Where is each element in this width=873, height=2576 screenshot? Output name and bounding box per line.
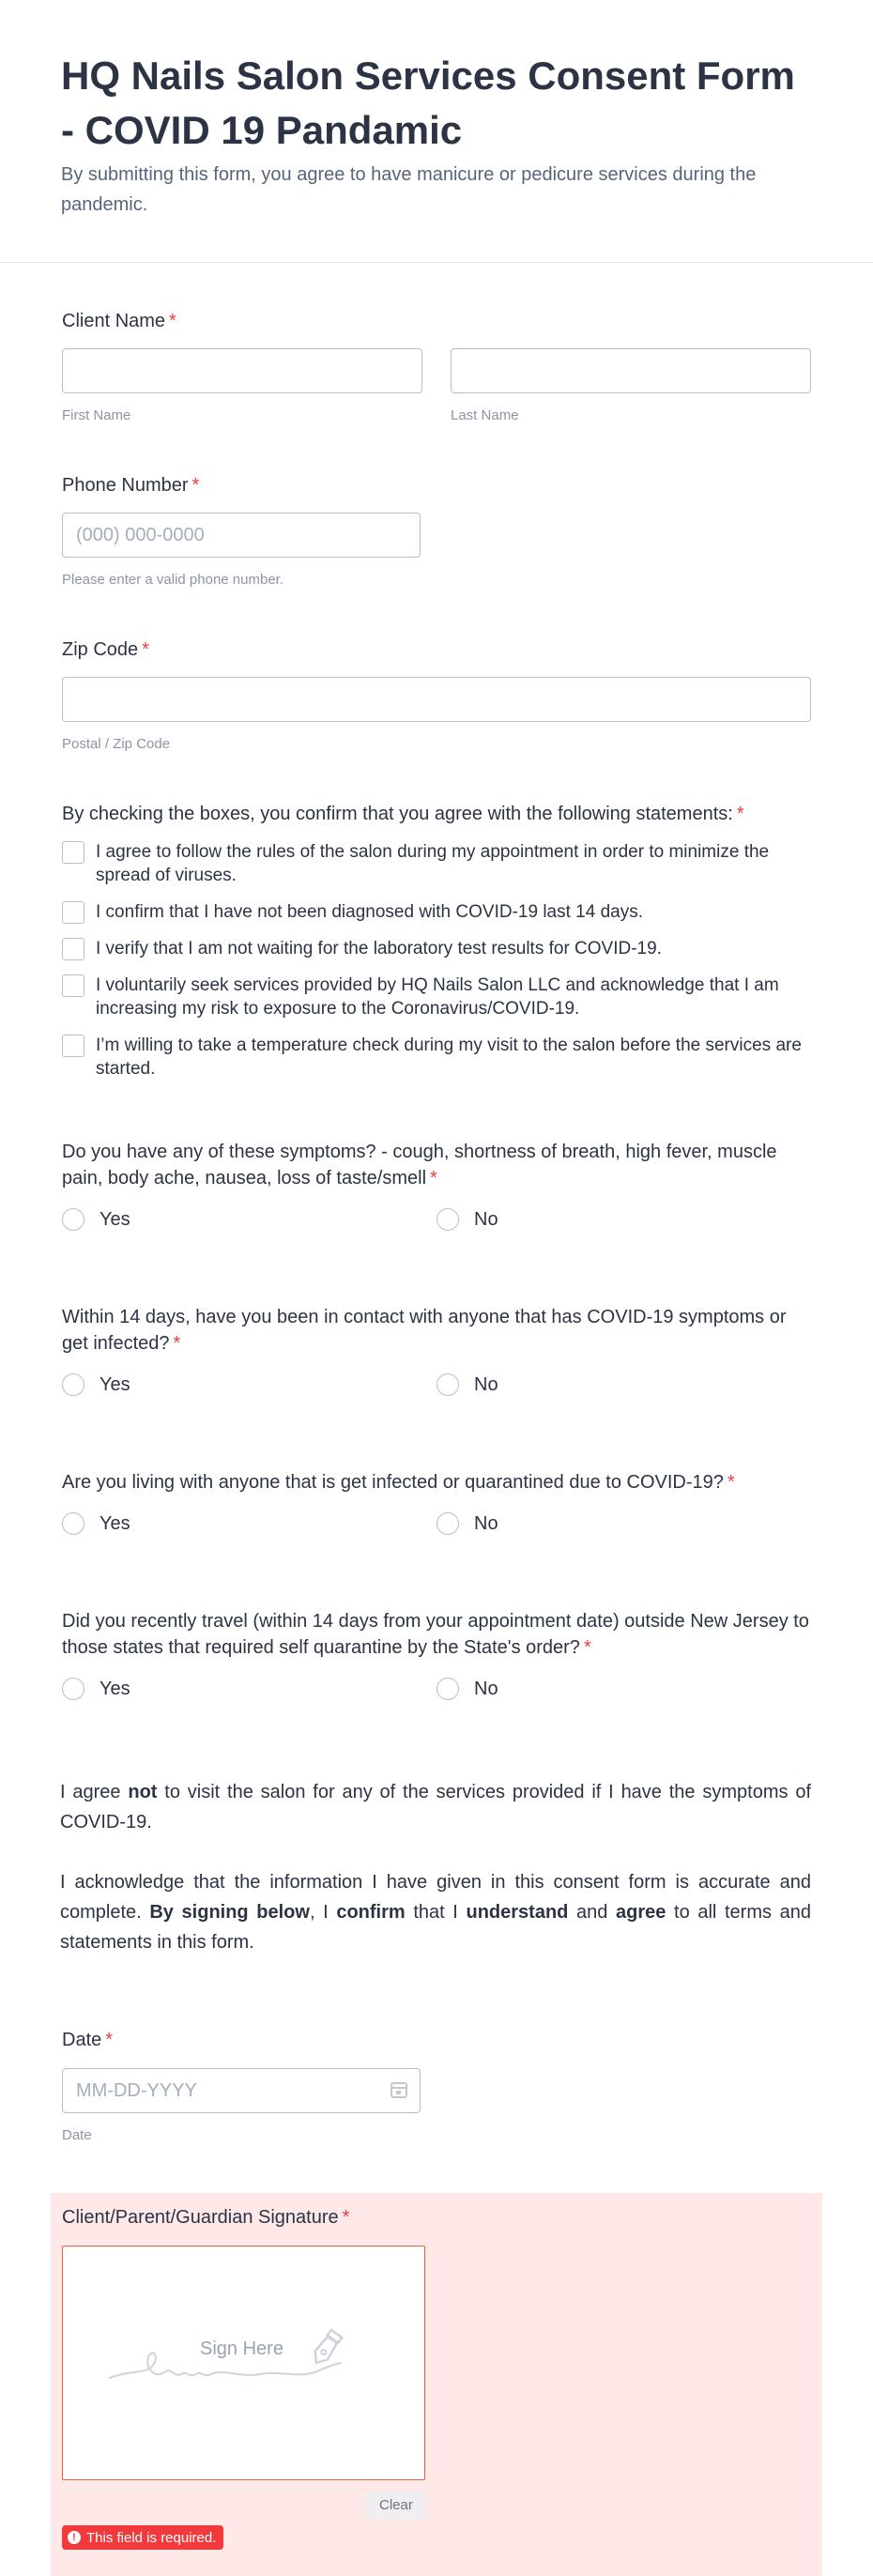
required-mark: * (727, 1472, 735, 1493)
radio-button[interactable] (436, 1678, 459, 1700)
living-question (62, 1469, 811, 1535)
phone-sublabel: Please enter a valid phone number. (62, 572, 283, 588)
radio-label: No (474, 1678, 498, 1699)
statement-checkbox-row[interactable] (62, 840, 811, 887)
text-span: I acknowledge that the information I have given in this consent form is accurate and complete. (60, 1872, 811, 1923)
text-span: to all terms and statements in this form. (60, 1902, 812, 1953)
statements-label: By checking the boxes, you confirm that you agree with the following statements: (62, 804, 733, 824)
phone-label-row (62, 472, 811, 498)
calendar-icon[interactable] (391, 2082, 407, 2098)
sign-here-text: Sign Here (200, 2338, 283, 2359)
radio-label: No (474, 1373, 498, 1395)
clear-signature-button[interactable]: Clear (366, 2492, 426, 2520)
required-mark: * (342, 2207, 350, 2228)
statement-checkbox[interactable] (62, 1035, 84, 1057)
radio-label: Yes (100, 1678, 130, 1699)
required-mark: * (583, 1637, 591, 1658)
error-icon: ! (68, 2531, 81, 2544)
question-label-row (62, 1469, 811, 1495)
last-name-input[interactable] (451, 348, 811, 393)
radio-button[interactable] (62, 1373, 84, 1396)
required-mark: * (191, 475, 200, 496)
zip-label-row (62, 636, 811, 663)
required-mark: * (173, 1333, 181, 1354)
agreement-paragraph-2 (60, 1867, 811, 1957)
statement-checkbox[interactable] (62, 901, 84, 924)
statement-text: I confirm that I have not been diagnosed with COVID-19 last 14 days. (96, 902, 643, 922)
client-name-inputs (62, 348, 811, 425)
text-span: I agree (60, 1782, 129, 1802)
statement-checkbox-row[interactable] (62, 1034, 811, 1081)
first-name-sublabel: First Name (62, 407, 131, 423)
zip-field (62, 636, 811, 754)
statement-text: I verify that I am not waiting for the laboratory test results for COVID-19. (96, 939, 662, 958)
radio-yes[interactable] (62, 1373, 436, 1396)
required-mark: * (430, 1168, 437, 1188)
bold-text: not (128, 1782, 158, 1802)
question-label: Do you have any of these symptoms? - cough, shortness of breath, high fever, muscle pain, body ache, nausea, loss of taste/smell (62, 1142, 777, 1188)
text-span: , I (309, 1902, 337, 1923)
symptoms-question (62, 1139, 811, 1231)
first-name-group (62, 348, 422, 425)
bold-text: understand (466, 1902, 569, 1923)
date-label: Date (62, 2030, 102, 2050)
bold-text: By signing below (149, 1902, 310, 1923)
date-field (62, 2027, 811, 2145)
radio-button[interactable] (436, 1373, 459, 1396)
statement-text: I voluntarily seek services provided by HQ Nails Salon LLC and acknowledge that I am increasing my risk to exposure to the Coronavirus/COVID-19. (96, 975, 779, 1019)
error-message (62, 2525, 223, 2550)
form-subtitle: By submitting this form, you agree to have manicure or pedicure services during the pandemic. (61, 164, 757, 215)
required-mark: * (105, 2030, 114, 2050)
phone-field (62, 472, 811, 590)
phone-label: Phone Number (62, 475, 189, 496)
last-name-sublabel: Last Name (451, 407, 519, 423)
pen-icon (310, 2329, 343, 2367)
question-label-row (62, 1139, 811, 1191)
question-label: Are you living with anyone that is get infected or quarantined due to COVID-19? (62, 1472, 724, 1493)
statement-text: I agree to follow the rules of the salon during my appointment in order to minimize the spread of viruses. (96, 842, 770, 885)
radio-label: Yes (100, 1208, 130, 1230)
radio-yes[interactable] (62, 1512, 436, 1535)
text-span: that I (405, 1902, 467, 1923)
statement-checkbox-row[interactable] (62, 900, 811, 924)
contact-question (62, 1304, 811, 1396)
radio-button[interactable] (62, 1678, 84, 1700)
signature-placeholder-graphic (63, 2246, 424, 2478)
statements-label-row (62, 801, 811, 827)
radio-label: No (474, 1512, 498, 1534)
form-title: HQ Nails Salon Services Consent Form - COVID 19 Pandamic (61, 54, 795, 152)
question-label: Did you recently travel (within 14 days from your appointment date) outside New Jersey to those states that required self quarantine by the State's order? (62, 1611, 809, 1658)
form-header (0, 0, 873, 263)
phone-input[interactable] (62, 513, 421, 558)
date-sublabel: Date (62, 2127, 92, 2143)
radio-group (62, 1208, 811, 1231)
statement-text: I’m willing to take a temperature check during my visit to the salon before the services are started. (96, 1035, 802, 1079)
zip-input[interactable] (62, 677, 811, 722)
date-input-wrap (62, 2068, 421, 2113)
radio-no[interactable] (436, 1678, 811, 1700)
travel-question (62, 1608, 811, 1700)
radio-label: Yes (100, 1512, 130, 1534)
agreement-paragraph-1 (60, 1777, 811, 1837)
form-body (0, 308, 873, 2145)
bold-text: agree (616, 1902, 666, 1923)
statement-checkbox[interactable] (62, 974, 84, 997)
radio-group (62, 1512, 811, 1535)
agreement-text (60, 1777, 811, 1957)
required-mark: * (169, 311, 176, 331)
date-label-row (62, 2027, 811, 2053)
radio-yes[interactable] (62, 1678, 436, 1700)
radio-button[interactable] (62, 1208, 84, 1231)
statement-checkbox-row[interactable] (62, 937, 811, 960)
statement-checkbox-row[interactable] (62, 974, 811, 1020)
radio-no[interactable] (436, 1512, 811, 1535)
radio-no[interactable] (436, 1208, 811, 1231)
text-span: and (568, 1902, 617, 1923)
question-label-row (62, 1608, 811, 1661)
question-label-row (62, 1304, 811, 1357)
signature-field (51, 2193, 822, 2576)
statement-checkbox[interactable] (62, 938, 84, 960)
radio-button[interactable] (436, 1512, 459, 1535)
radio-label: No (474, 1208, 498, 1230)
statements-field (62, 801, 811, 1081)
radio-yes[interactable] (62, 1208, 436, 1231)
required-mark: * (142, 639, 149, 660)
radio-button[interactable] (436, 1208, 459, 1231)
signature-label: Client/Parent/Guardian Signature (62, 2207, 339, 2228)
radio-group (62, 1373, 811, 1396)
zip-sublabel: Postal / Zip Code (62, 736, 171, 752)
question-label: Within 14 days, have you been in contact with anyone that has COVID-19 symptoms or get infected? (62, 1307, 787, 1354)
last-name-group (451, 348, 811, 425)
text-span: to visit the salon for any of the services provided if I have the symptoms of COVID-19. (60, 1782, 812, 1832)
zip-label: Zip Code (62, 639, 139, 660)
error-text: This field is required. (86, 2529, 217, 2546)
required-mark: * (736, 804, 744, 824)
client-name-label: Client Name (62, 311, 166, 331)
signature-pad[interactable] (62, 2246, 425, 2480)
radio-button[interactable] (62, 1512, 84, 1535)
bold-text: confirm (336, 1902, 406, 1923)
signature-label-row (62, 2204, 349, 2231)
client-name-label-row (62, 308, 811, 334)
first-name-input[interactable] (62, 348, 422, 393)
statements-list (62, 840, 811, 1081)
radio-label: Yes (100, 1373, 130, 1395)
client-name-field (62, 308, 811, 425)
radio-no[interactable] (436, 1373, 811, 1396)
date-input[interactable] (62, 2068, 421, 2113)
radio-group (62, 1678, 811, 1700)
statement-checkbox[interactable] (62, 841, 84, 864)
